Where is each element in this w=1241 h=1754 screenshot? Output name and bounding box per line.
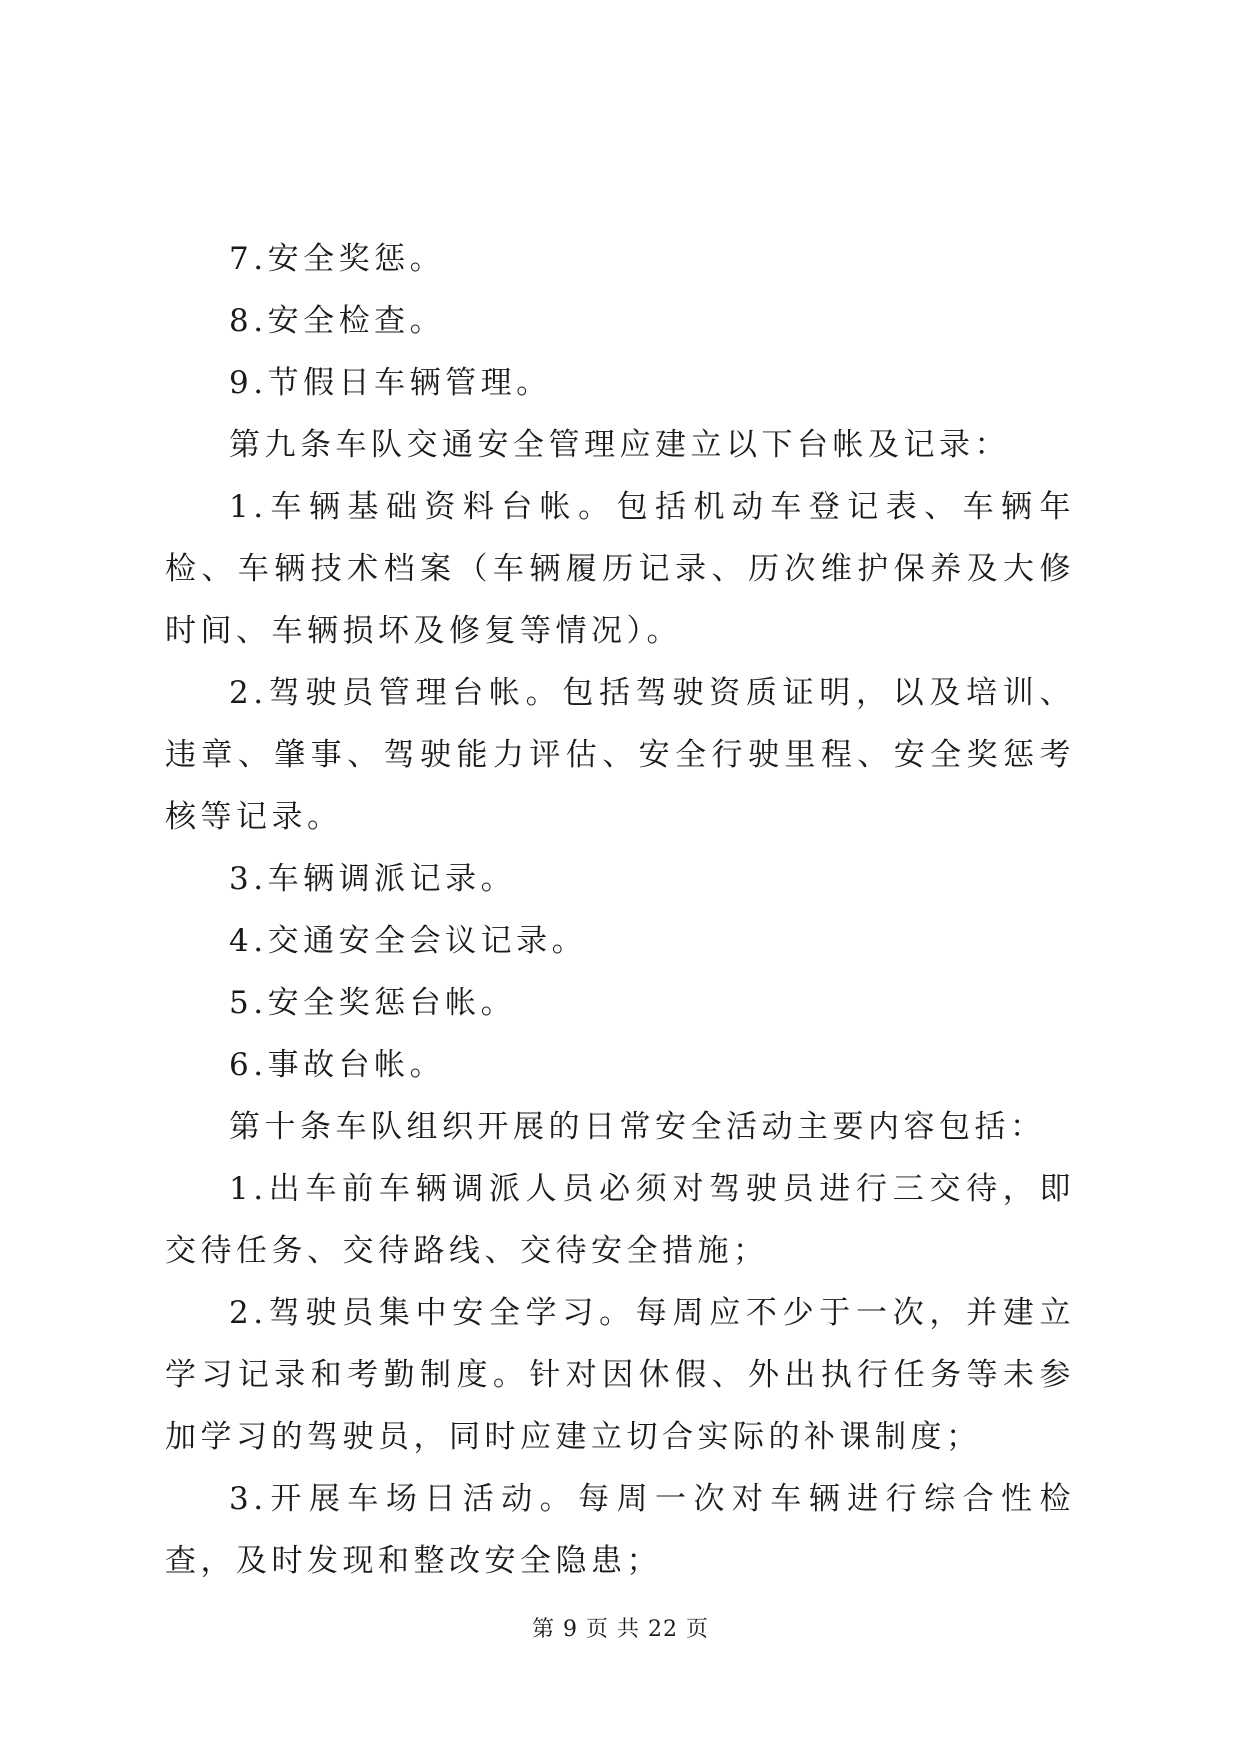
paragraph-item-9: 9.节假日车辆管理。 <box>229 365 552 401</box>
article-ten-heading: 第十条车队组织开展的日常安全活动主要内容包括： <box>229 1109 1046 1145</box>
document-body <box>165 228 1075 1592</box>
article-nine-heading: 第九条车队交通安全管理应建立以下台帐及记录： <box>229 427 1010 463</box>
ledger-item-1: 1.车辆基础资料台帐。包括机动车登记表、车辆年检、车辆技术档案（车辆履历记录、历次维护保养及大修时间、车辆损坏及修复等情况）。 <box>165 489 1075 649</box>
ledger-item-4: 4.交通安全会议记录。 <box>229 923 588 959</box>
ledger-item-5: 5.安全奖惩台帐。 <box>229 985 517 1021</box>
ledger-item-6: 6.事故台帐。 <box>229 1047 446 1083</box>
page-number-footer: 第 9 页 共 22 页 <box>532 1617 709 1642</box>
paragraph-item-8: 8.安全检查。 <box>229 303 446 339</box>
ledger-item-2: 2.驾驶员管理台帐。包括驾驶资质证明，以及培训、违章、肇事、驾驶能力评估、安全行驶里程、安全奖惩考核等记录。 <box>165 675 1075 835</box>
activity-item-3: 3.开展车场日活动。每周一次对车辆进行综合性检查，及时发现和整改安全隐患； <box>165 1481 1075 1579</box>
paragraph-item-7: 7.安全奖惩。 <box>229 241 446 277</box>
ledger-item-3: 3.车辆调派记录。 <box>229 861 517 897</box>
activity-item-1: 1.出车前车辆调派人员必须对驾驶员进行三交待，即交待任务、交待路线、交待安全措施； <box>165 1171 1075 1269</box>
activity-item-2: 2.驾驶员集中安全学习。每周应不少于一次，并建立学习记录和考勤制度。针对因休假、外出执行任务等未参加学习的驾驶员，同时应建立切合实际的补课制度； <box>165 1295 1075 1455</box>
